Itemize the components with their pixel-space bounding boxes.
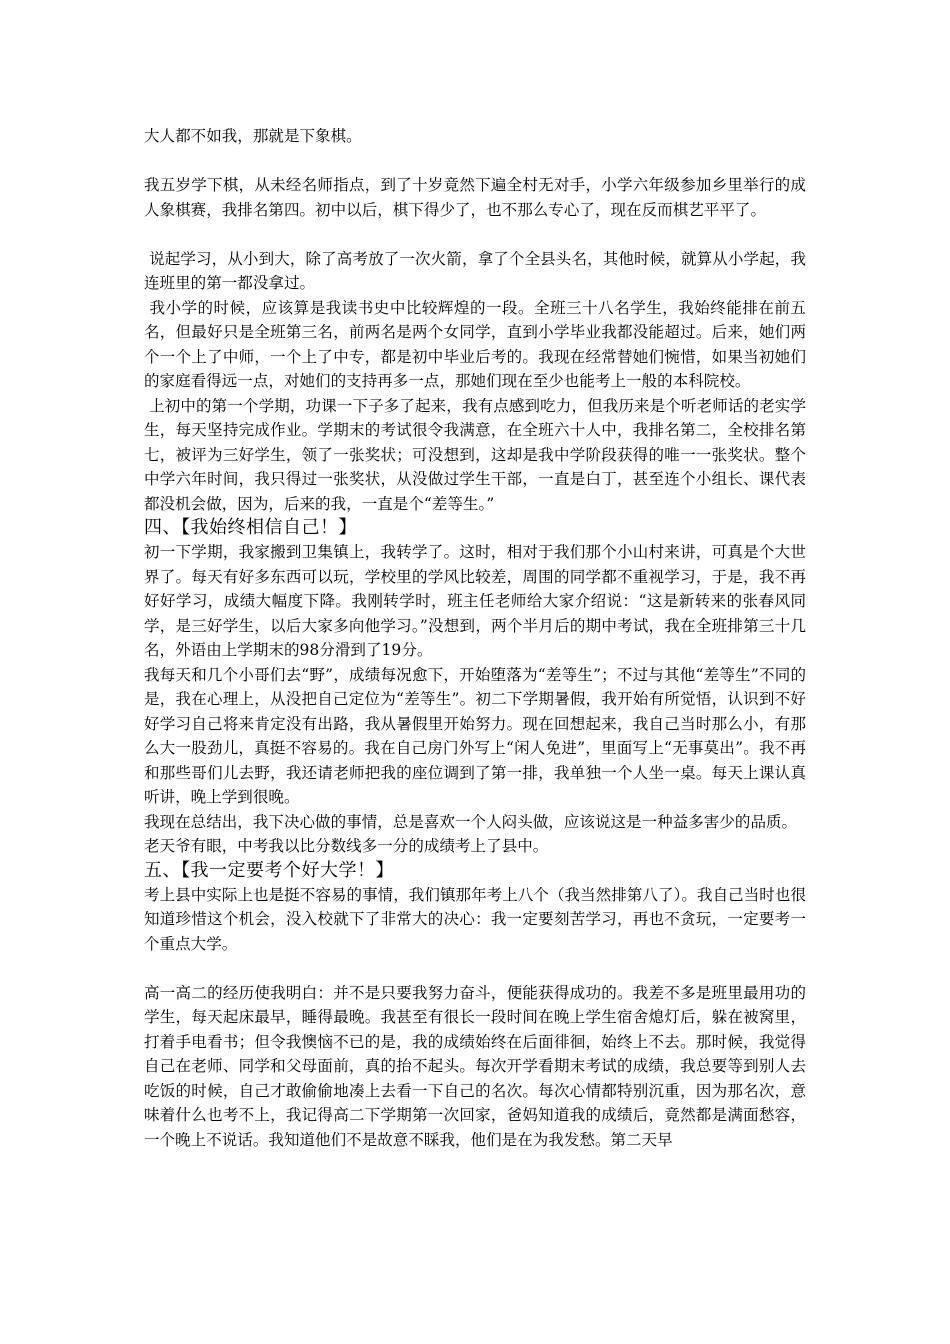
paragraph: 我现在总结出，我下决心做的事情，总是喜欢一个人闷头做，应该说这是一种益多害少的品质。 [144,812,798,831]
paragraph: 我小学的时候，应该算是我读书史中比较辉煌的一段。全班三十八名学生，我始终能排在前五名，但最好只是全班第三名，前两名是两个女同学，直到小学毕业我都没能超过。后来，她们两个一个上了中师，一个上了中专，都是初中毕业后考的。我现在经常替她们惋惜，如果当初她们的家庭看得远一点，对她们的支持再多一点，那她们现在至少也能考上一般的本科院校。 [144,298,806,390]
paragraph: 高一高二的经历使我明白：并不是只要我努力奋斗，便能获得成功的。我差不多是班里最用功的学生，每天起床最早，睡得最晚。我甚至有很长一段时间在晚上学生宿舍熄灯后，躲在被窝里，打着手电看书；但令我懊恼不已的是，我的成绩始终在后面徘徊，始终上不去。那时候，我觉得自己在老师、同学和父母面前，真的抬不起头。每次开学看期末考试的成绩，我总要等到别人去吃饭的时候，自己才敢偷偷地凑上去看一下自己的名次。每次心情都特别沉重，因为那名次，意味着什么也考不上，我记得高二下学期第一次回家，爸妈知道我的成绩后，竟然都是满面愁容，一个晚上不说话。我知道他们不是故意不睬我，他们是在为我发愁。第二天早 [144,983,806,1149]
paragraph: 说起学习，从小到大，除了高考放了一次火箭，拿了个全县头名，其他时候，就算从小学起，我连班里的第一都没拿过。 [144,249,806,292]
paragraph: 初一下学期，我家搬到卫集镇上，我转学了。这时，相对于我们那个小山村来讲，可真是个大世界了。每天有好多东西可以玩，学校里的学风比较差，周围的同学都不重视学习，于是，我不再好好学习，成绩大幅度下降。我刚转学时，班主任老师给大家介绍说：“这是新转来的张春风同学，是三好学生，以后大家多向他学习。”没想到，两个半月后的期中考试，我在全班排第三十几名，外语由上学期末的98分滑到了19分。 [144,543,806,659]
paragraph: 我每天和几个小哥们去“野”，成绩每况愈下，开始堕落为“差等生”；不过与其他“差等生”不同的是，我在心理上，从没把自己定位为“差等生”。初二下学期暑假，我开始有所觉悟，认识到不好好学习自己将来肯定没有出路，我从暑假里开始努力。现在回想起来，我自己当时那么小，有那么大一股劲儿，真挺不容易的。我在自己房门外写上“闲人免进”，里面写上“无事莫出”。我不再和那些哥们儿去野，我还请老师把我的座位调到了第一排，我单独一个人坐一桌。每天上课认真听讲，晚上学到很晚。 [144,665,806,806]
paragraph: 老天爷有眼，中考我以比分数线多一分的成绩考上了县中。 [144,837,549,855]
paragraph: 上初中的第一个学期，功课一下子多了起来，我有点感到吃力，但我历来是个听老师话的老实学生，每天坚持完成作业。学期末的考试很令我满意，在全班六十人中，我排名第二，全校排名第七，被评为三好学生，领了一张奖状；可没想到，这却是我中学阶段获得的唯一一张奖状。整个中学六年时间，我只得过一张奖状，从没做过学生干部，一直是白丁，甚至连个小组长、课代表都没机会做，因为，后来的我，一直是个“差等生。” [144,396,806,513]
section-heading-4: 四、【我始终相信自己！】 [144,517,357,538]
paragraph: 考上县中实际上也是挺不容易的事情，我们镇那年考上八个（我当然排第八了）。我自己当时也很知道珍惜这个机会，没入校就下了非常大的决心：我一定要刻苦学习，再也不贪玩，一定要考一个重点大学。 [144,885,806,953]
document-body [144,124,806,1152]
section-heading-5: 五、【我一定要考个好大学！】 [144,859,394,881]
paragraph: 我五岁学下棋，从未经名师指点，到了十岁竟然下遍全村无对手，小学六年级参加乡里举行的成人象棋赛，我排名第四。初中以后，棋下得少了，也不那么专心了，现在反而棋艺平平了。 [144,176,806,219]
paragraph: 大人都不如我，那就是下象棋。 [144,127,362,145]
